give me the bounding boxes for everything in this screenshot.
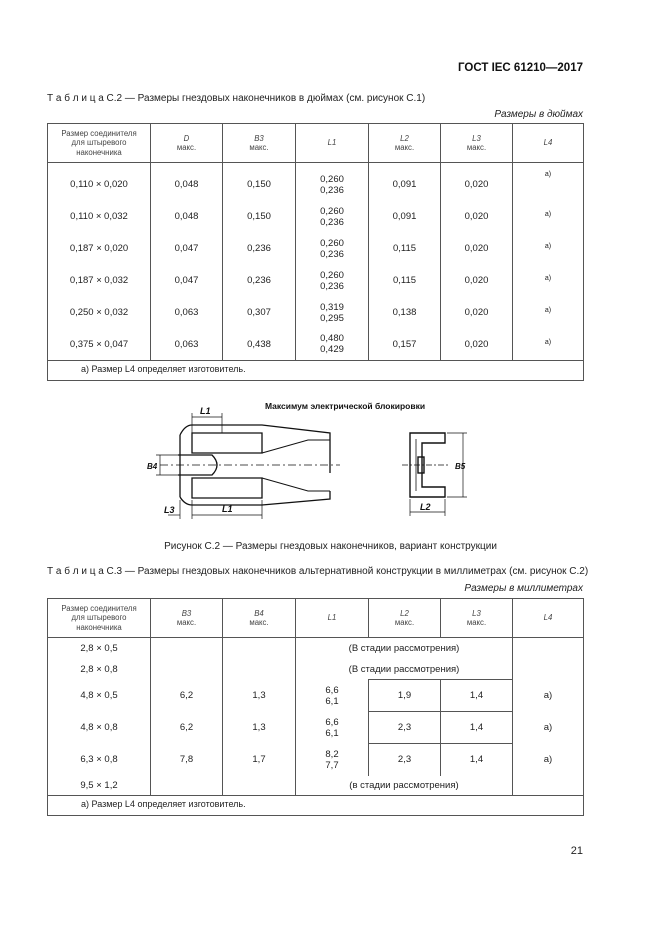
l1-max: 8,2	[325, 748, 339, 760]
d-cell: 0,048	[151, 163, 223, 201]
table-row	[48, 744, 584, 776]
header-cell: L2 макс.	[369, 124, 441, 163]
l1-max: 0,260	[320, 173, 344, 185]
l4-cell: а)	[513, 163, 584, 201]
l1-max: 0,260	[320, 205, 344, 217]
l4-cell: а)	[513, 297, 584, 329]
size-cell: 0,375 × 0,047	[48, 329, 151, 361]
b4-cell: 1,3	[223, 680, 296, 712]
table-c2	[47, 123, 584, 381]
header-cell: D макс.	[151, 124, 223, 163]
size-cell: 0,187 × 0,032	[48, 265, 151, 297]
table-c3	[47, 598, 584, 816]
status-cell: (В стадии рассмотрения)	[296, 638, 513, 660]
table-row	[48, 265, 584, 297]
l2-cell: 0,138	[369, 297, 441, 329]
table-row	[48, 329, 584, 361]
size-cell: 0,187 × 0,020	[48, 233, 151, 265]
empty-cell	[223, 638, 296, 660]
table-c2-units: Размеры в дюймах	[494, 109, 583, 120]
table-c2-header-row	[48, 124, 584, 163]
label-b4: B4	[147, 462, 158, 471]
l2-cell: 0,091	[369, 201, 441, 233]
l1-max: 6,6	[325, 716, 339, 728]
l4-cell: а)	[513, 329, 584, 361]
status-cell: (в стадии рассмотрения)	[296, 776, 513, 796]
header-cell: Размер соединителя для штыревого наконечника	[48, 599, 151, 638]
header-cell: B4 макс.	[223, 599, 296, 638]
l2-cell: 0,115	[369, 233, 441, 265]
l1-cell	[296, 744, 369, 776]
l4-cell: а)	[513, 265, 584, 297]
label-b5: B5	[455, 462, 466, 471]
l4-cell: а)	[513, 680, 584, 712]
l1-min: 6,1	[325, 695, 339, 707]
header-cell: Размер соединителя для штыревого наконечника	[48, 124, 151, 163]
size-cell: 4,8 × 0,8	[48, 712, 151, 744]
l1-min: 6,1	[325, 727, 339, 739]
d-cell: 0,048	[151, 201, 223, 233]
empty-cell	[223, 660, 296, 680]
label-l2: L2	[420, 502, 431, 512]
l1-max: 6,6	[325, 684, 339, 696]
l1-max: 0,260	[320, 269, 344, 281]
table-row	[48, 638, 584, 660]
size-cell: 9,5 × 1,2	[48, 776, 151, 796]
status-cell: (В стадии рассмотрения)	[296, 660, 513, 680]
b3-cell: 0,236	[223, 233, 296, 265]
table-row	[48, 201, 584, 233]
table-row	[48, 163, 584, 201]
table-c3-caption: Т а б л и ц а С.3 — Размеры гнездовых наконечников альтернативной конструкции в миллиметрах (см. рисунок С.2)	[47, 566, 589, 577]
l3-cell: 1,4	[441, 744, 513, 776]
standard-header: ГОСТ IEC 61210—2017	[458, 62, 583, 74]
l1-min: 0,295	[320, 312, 344, 324]
l1-min: 0,429	[320, 344, 344, 356]
label-l3: L3	[164, 505, 175, 515]
table-c3-units: Размеры в миллиметрах	[464, 583, 583, 594]
figure-title: Максимум электрической блокировки	[265, 401, 426, 411]
d-cell: 0,063	[151, 329, 223, 361]
l4-cell: а)	[513, 712, 584, 744]
l1-max: 0,480	[320, 333, 344, 345]
empty-cell	[223, 776, 296, 796]
header-cell: L3 макс.	[441, 599, 513, 638]
empty-cell	[151, 660, 223, 680]
l1-cell	[296, 233, 369, 265]
b3-cell: 0,236	[223, 265, 296, 297]
l1-min: 0,236	[320, 280, 344, 292]
header-cell: B3 макс.	[151, 599, 223, 638]
empty-cell	[151, 776, 223, 796]
figure-c2-caption: Рисунок С.2 — Размеры гнездовых наконечников, вариант конструкции	[164, 541, 497, 552]
size-cell: 0,250 × 0,032	[48, 297, 151, 329]
label-l1-top: L1	[200, 406, 211, 416]
header-cell: L2 макс.	[369, 599, 441, 638]
l1-cell	[296, 329, 369, 361]
l1-cell	[296, 201, 369, 233]
table-c2-footnote: а) Размер L4 определяет изготовитель.	[48, 361, 584, 381]
b3-cell: 0,438	[223, 329, 296, 361]
l2-cell: 2,3	[369, 744, 441, 776]
l3-cell: 0,020	[441, 297, 513, 329]
b3-cell: 0,150	[223, 201, 296, 233]
l3-cell: 0,020	[441, 163, 513, 201]
page-number: 21	[570, 845, 583, 857]
l2-cell: 1,9	[369, 680, 441, 712]
l1-max: 0,319	[320, 301, 344, 313]
l4-cell: а)	[513, 233, 584, 265]
l1-min: 0,236	[320, 184, 344, 196]
table-c2-caption: Т а б л и ц а С.2 — Размеры гнездовых наконечников в дюймах (см. рисунок С.1)	[47, 93, 426, 104]
l1-cell	[296, 163, 369, 201]
l1-cell	[296, 712, 369, 744]
l1-cell	[296, 297, 369, 329]
l2-cell: 2,3	[369, 712, 441, 744]
l3-cell: 0,020	[441, 265, 513, 297]
d-cell: 0,063	[151, 297, 223, 329]
header-cell: L4	[513, 124, 584, 163]
b4-cell: 1,3	[223, 712, 296, 744]
b3-cell: 6,2	[151, 680, 223, 712]
header-cell: L1	[296, 599, 369, 638]
label-l1-bottom: L1	[222, 504, 233, 514]
size-cell: 6,3 × 0,8	[48, 744, 151, 776]
l1-cell	[296, 680, 369, 712]
l1-min: 0,236	[320, 216, 344, 228]
size-cell: 2,8 × 0,5	[48, 638, 151, 660]
figure-c2-drawing	[140, 395, 510, 525]
table-row	[48, 233, 584, 265]
l4-cell: а)	[513, 744, 584, 776]
l2-cell: 0,091	[369, 163, 441, 201]
l3-cell: 0,020	[441, 201, 513, 233]
b3-cell: 0,150	[223, 163, 296, 201]
size-cell: 2,8 × 0,8	[48, 660, 151, 680]
l3-cell: 0,020	[441, 329, 513, 361]
b3-cell: 6,2	[151, 712, 223, 744]
d-cell: 0,047	[151, 233, 223, 265]
size-cell: 0,110 × 0,020	[48, 163, 151, 201]
l1-min: 0,236	[320, 248, 344, 260]
header-cell: L1	[296, 124, 369, 163]
b4-cell: 1,7	[223, 744, 296, 776]
header-cell: L4	[513, 599, 584, 638]
header-cell: L3 макс.	[441, 124, 513, 163]
l1-cell	[296, 265, 369, 297]
l3-cell: 1,4	[441, 680, 513, 712]
table-c3-header-row	[48, 599, 584, 638]
l2-cell: 0,115	[369, 265, 441, 297]
table-row	[48, 297, 584, 329]
l3-cell: 1,4	[441, 712, 513, 744]
empty-cell	[513, 638, 584, 660]
empty-cell	[151, 638, 223, 660]
b3-cell: 0,307	[223, 297, 296, 329]
size-cell: 4,8 × 0,5	[48, 680, 151, 712]
size-cell: 0,110 × 0,032	[48, 201, 151, 233]
table-row	[48, 776, 584, 796]
table-row	[48, 680, 584, 712]
table-c3-footnote: а) Размер L4 определяет изготовитель.	[48, 796, 584, 816]
l1-min: 7,7	[325, 759, 339, 771]
b3-cell: 7,8	[151, 744, 223, 776]
empty-cell	[513, 776, 584, 796]
l2-cell: 0,157	[369, 329, 441, 361]
table-row	[48, 712, 584, 744]
l1-max: 0,260	[320, 237, 344, 249]
table-row	[48, 660, 584, 680]
empty-cell	[513, 660, 584, 680]
header-cell: B3 макс.	[223, 124, 296, 163]
d-cell: 0,047	[151, 265, 223, 297]
l3-cell: 0,020	[441, 233, 513, 265]
l4-cell: а)	[513, 201, 584, 233]
